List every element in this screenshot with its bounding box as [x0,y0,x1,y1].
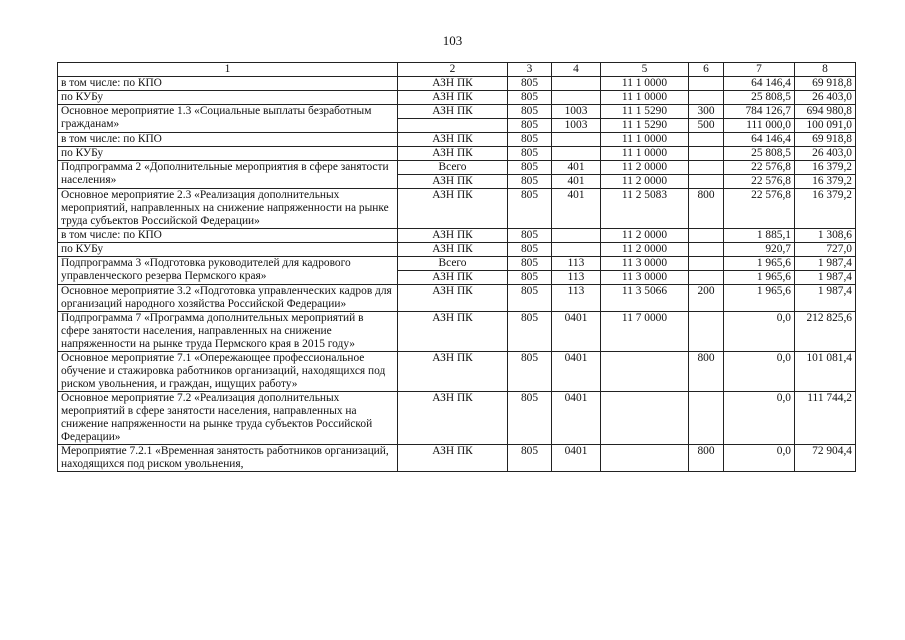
amount-2015-cell: 920,7 [724,243,795,257]
ministry-code-cell: 805 [508,445,552,472]
admin-code-value: Всего [438,257,467,269]
section-code-cell: 401 [552,189,601,229]
amount-2016-cell: 69 918,8 [795,133,856,147]
amount-2015-value: 22 576,8 [751,161,791,173]
section-code-cell [552,161,601,189]
section-code-cell: 0401 [552,352,601,392]
amount-2016-cell: 16 379,2 [795,189,856,229]
item-name-cell: в том числе: по КПО [58,77,398,91]
target-article-cell: 11 1 0000 [601,147,689,161]
table-row [58,257,856,285]
section-code-cell [552,229,601,243]
expense-type-cell: 800 [689,352,724,392]
section-code-value: 1003 [564,105,588,117]
table-row [58,91,856,105]
admin-code-value: АЗН ПК [398,270,507,284]
section-code-cell [552,133,601,147]
ministry-code-value: 805 [520,257,539,269]
amount-2016-value: 16 379,2 [795,174,855,188]
section-code-value: 113 [567,257,585,269]
amount-2016-cell: 26 403,0 [795,147,856,161]
expense-type-cell [689,91,724,105]
item-name-cell: Мероприятие 7.2.1 «Временная занятость работников организаций, находящихся под риском увольнения, [58,445,398,472]
target-article-cell: 11 1 0000 [601,133,689,147]
admin-code-cell [398,105,508,133]
ministry-code-cell: 805 [508,229,552,243]
ministry-code-value: 805 [508,118,551,132]
target-article-cell [601,161,689,189]
expense-type-cell [689,229,724,243]
amount-2015-value: 111 000,0 [724,118,794,132]
ministry-code-cell: 805 [508,133,552,147]
admin-code-cell: АЗН ПК [398,133,508,147]
expense-type-cell [689,105,724,133]
amount-2015-value: 1 965,6 [724,270,794,284]
admin-code-cell: АЗН ПК [398,352,508,392]
table-row [58,105,856,133]
table-row [58,445,856,472]
target-article-cell [601,445,689,472]
admin-code-cell: АЗН ПК [398,147,508,161]
target-article-value: 11 2 0000 [601,174,688,188]
ministry-code-cell [508,257,552,285]
section-code-cell [552,105,601,133]
ministry-code-value: 805 [508,174,551,188]
expense-type-value [689,161,723,174]
target-article-cell: 11 2 0000 [601,243,689,257]
ministry-code-value: 805 [520,161,539,173]
target-article-cell: 11 1 0000 [601,77,689,91]
ministry-code-cell [508,161,552,189]
ministry-code-cell: 805 [508,312,552,352]
table-row [58,189,856,229]
admin-code-cell [398,161,508,189]
admin-code-value: АЗН ПК [398,174,507,188]
admin-code-cell: АЗН ПК [398,91,508,105]
amount-2015-cell: 25 808,5 [724,91,795,105]
target-article-cell: 11 3 5066 [601,285,689,312]
section-code-cell [552,243,601,257]
item-name-cell: Основное мероприятие 3.2 «Подготовка управленческих кадров для организаций народного хозяйства Российской Федерации» [58,285,398,312]
target-article-cell: 11 1 0000 [601,91,689,105]
section-code-cell: 0401 [552,392,601,445]
amount-2016-cell [795,161,856,189]
amount-2016-cell: 212 825,6 [795,312,856,352]
target-article-cell [601,352,689,392]
target-article-value: 11 3 0000 [601,270,688,284]
amount-2015-cell [724,257,795,285]
column-header: 5 [601,63,689,77]
target-article-value: 11 1 5290 [601,118,688,132]
item-name-cell: в том числе: по КПО [58,229,398,243]
amount-2015-cell: 0,0 [724,392,795,445]
ministry-code-cell: 805 [508,147,552,161]
target-article-cell [601,105,689,133]
expense-type-value [689,257,723,270]
ministry-code-cell: 805 [508,352,552,392]
target-article-cell: 11 7 0000 [601,312,689,352]
column-header: 2 [398,63,508,77]
expense-type-value [689,174,723,188]
table-row [58,392,856,445]
amount-2015-value: 784 126,7 [745,105,791,117]
ministry-code-cell: 805 [508,243,552,257]
amount-2015-value: 1 965,6 [756,257,791,269]
amount-2016-cell: 1 987,4 [795,285,856,312]
ministry-code-value: 805 [508,270,551,284]
target-article-value: 11 2 0000 [621,161,668,173]
section-code-cell [552,77,601,91]
table-header-row [58,63,856,77]
ministry-code-cell: 805 [508,285,552,312]
section-code-value: 401 [567,161,585,173]
admin-code-cell: АЗН ПК [398,285,508,312]
column-header: 4 [552,63,601,77]
amount-2015-cell [724,161,795,189]
admin-code-cell: АЗН ПК [398,77,508,91]
expense-type-cell [689,243,724,257]
budget-table [57,62,856,472]
expense-type-cell: 800 [689,445,724,472]
amount-2016-cell [795,257,856,285]
amount-2015-cell: 64 146,4 [724,133,795,147]
expense-type-cell [689,133,724,147]
admin-code-value: АЗН ПК [432,105,473,117]
item-name-cell: Подпрограмма 7 «Программа дополнительных мероприятий в сфере занятости населения, направленных на снижение напряженности на рынке труда Пермского края в 2015 году» [58,312,398,352]
expense-type-cell [689,257,724,285]
section-code-value: 1003 [552,118,600,132]
expense-type-cell [689,161,724,189]
expense-type-cell [689,147,724,161]
amount-2016-value: 16 379,2 [812,161,852,173]
item-name-cell: Основное мероприятие 7.2 «Реализация дополнительных мероприятий в сфере занятости населения, направленных на снижение напряженности на рынке труда субъектов Российской Федерации» [58,392,398,445]
ministry-code-cell: 805 [508,189,552,229]
column-header: 6 [689,63,724,77]
item-name-cell: Основное мероприятие 1.3 «Социальные выплаты безработным гражданам» [58,105,398,133]
table-row [58,147,856,161]
column-header: 7 [724,63,795,77]
amount-2016-cell: 1 308,6 [795,229,856,243]
section-code-cell: 0401 [552,445,601,472]
ministry-code-cell [508,105,552,133]
table-row [58,77,856,91]
expense-type-cell: 200 [689,285,724,312]
target-article-cell [601,257,689,285]
table-row [58,352,856,392]
amount-2015-cell: 22 576,8 [724,189,795,229]
amount-2016-cell: 101 081,4 [795,352,856,392]
amount-2016-cell: 72 904,4 [795,445,856,472]
expense-type-cell [689,77,724,91]
table-row [58,243,856,257]
item-name-cell: Основное мероприятие 7.1 «Опережающее профессиональное обучение и стажировка работников организаций, находящихся под риском увольнения, и граждан, ищущих работу» [58,352,398,392]
amount-2015-cell: 0,0 [724,312,795,352]
amount-2015-cell: 1 885,1 [724,229,795,243]
item-name-cell: по КУБу [58,91,398,105]
amount-2015-value: 22 576,8 [724,174,794,188]
target-article-value: 11 3 0000 [621,257,668,269]
admin-code-cell: АЗН ПК [398,312,508,352]
expense-type-cell [689,312,724,352]
amount-2016-cell: 26 403,0 [795,91,856,105]
target-article-cell: 11 2 5083 [601,189,689,229]
expense-type-cell: 800 [689,189,724,229]
ministry-code-value: 805 [520,105,539,117]
admin-code-cell: АЗН ПК [398,392,508,445]
amount-2016-value: 1 987,4 [795,270,855,284]
item-name-cell: Подпрограмма 2 «Дополнительные мероприятия в сфере занятости населения» [58,161,398,189]
section-code-cell: 0401 [552,312,601,352]
table-row [58,229,856,243]
amount-2016-value: 1 987,4 [817,257,852,269]
amount-2015-cell: 0,0 [724,445,795,472]
admin-code-value: Всего [438,161,467,173]
table-row [58,312,856,352]
admin-code-cell: АЗН ПК [398,445,508,472]
amount-2015-cell: 25 808,5 [724,147,795,161]
section-code-cell [552,257,601,285]
admin-code-cell: АЗН ПК [398,189,508,229]
target-article-cell: 11 2 0000 [601,229,689,243]
amount-2015-cell [724,105,795,133]
column-header: 1 [58,63,398,77]
page-number: 103 [442,33,463,48]
admin-code-cell [398,257,508,285]
amount-2016-cell [795,105,856,133]
expense-type-cell [689,392,724,445]
amount-2016-value: 100 091,0 [795,118,855,132]
column-header: 3 [508,63,552,77]
amount-2015-cell: 0,0 [724,352,795,392]
admin-code-value [398,118,507,132]
table-row [58,133,856,147]
expense-type-value: 300 [697,105,715,117]
amount-2016-value: 694 980,8 [806,105,852,117]
expense-type-value: 500 [689,118,723,132]
target-article-cell [601,392,689,445]
target-article-value: 11 1 5290 [621,105,668,117]
section-code-value: 401 [552,174,600,188]
table-row [58,285,856,312]
item-name-cell: в том числе: по КПО [58,133,398,147]
amount-2016-cell: 69 918,8 [795,77,856,91]
expense-type-value [689,270,723,284]
table-row [58,161,856,189]
section-code-cell: 113 [552,285,601,312]
ministry-code-cell: 805 [508,392,552,445]
item-name-cell: по КУБу [58,147,398,161]
ministry-code-cell: 805 [508,91,552,105]
item-name-cell: Подпрограмма 3 «Подготовка руководителей для кадрового управленческого резерва Пермского края» [58,257,398,285]
admin-code-cell: АЗН ПК [398,229,508,243]
item-name-cell: по КУБу [58,243,398,257]
amount-2016-cell: 727,0 [795,243,856,257]
admin-code-cell: АЗН ПК [398,243,508,257]
section-code-cell [552,147,601,161]
section-code-value: 113 [552,270,600,284]
amount-2015-cell: 1 965,6 [724,285,795,312]
amount-2016-cell: 111 744,2 [795,392,856,445]
ministry-code-cell: 805 [508,77,552,91]
column-header: 8 [795,63,856,77]
item-name-cell: Основное мероприятие 2.3 «Реализация дополнительных мероприятий, направленных на снижение напряженности на рынке труда субъектов Российской Федерации» [58,189,398,229]
amount-2015-cell: 64 146,4 [724,77,795,91]
section-code-cell [552,91,601,105]
